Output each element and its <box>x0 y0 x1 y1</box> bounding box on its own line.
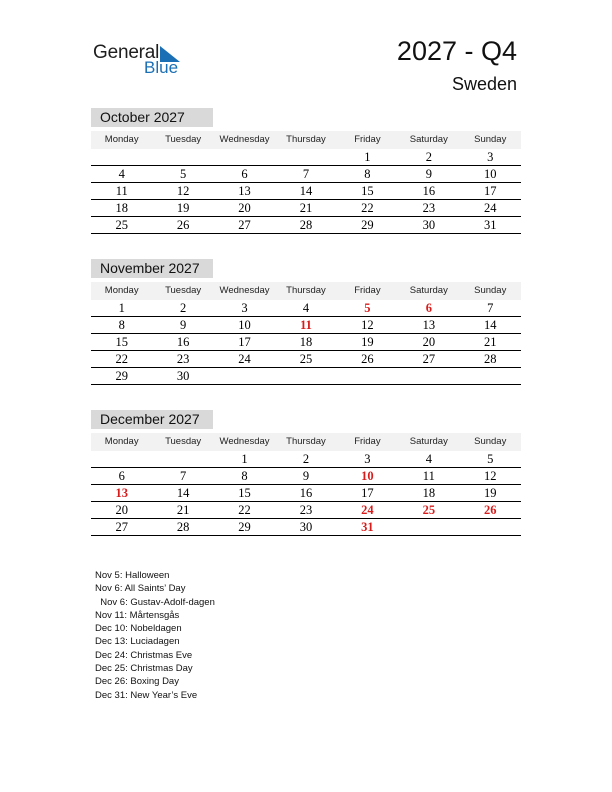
day-cell: 13 <box>422 318 436 332</box>
day-cell: 12 <box>483 469 497 483</box>
day-cell: 9 <box>302 469 310 483</box>
day-cell <box>91 451 152 467</box>
weekday-label: Wednesday <box>219 436 270 447</box>
holiday-note: Dec 31: New Year’s Eve <box>95 689 198 701</box>
day-cell: 23 <box>176 352 190 366</box>
day-cell: 7 <box>180 469 187 483</box>
weekday-header-row <box>91 282 521 300</box>
week-row <box>91 519 521 536</box>
week-row <box>91 200 521 217</box>
weekday-label: Tuesday <box>165 285 202 296</box>
day-cell: 21 <box>483 335 497 349</box>
day-cell: 1 <box>118 301 125 315</box>
week-row <box>91 166 521 183</box>
month-title: October 2027 <box>91 108 213 127</box>
day-cell: 1 <box>241 452 248 466</box>
weekday-label: Monday <box>104 285 139 296</box>
day-cell: 1 <box>364 150 371 164</box>
week-row <box>91 502 521 519</box>
day-cell: 17 <box>483 184 497 198</box>
logo-blue-text: Blue <box>144 58 179 77</box>
day-cell <box>275 149 336 165</box>
day-cell: 16 <box>176 335 190 349</box>
day-cell: 5 <box>487 452 494 466</box>
holiday-notes <box>95 569 215 702</box>
week-row <box>91 451 521 468</box>
day-cell: 26 <box>361 352 374 366</box>
day-cell: 19 <box>176 201 190 215</box>
day-cell: 21 <box>176 503 190 517</box>
day-cell <box>91 149 152 165</box>
day-cell: 30 <box>422 218 436 232</box>
week-row <box>91 300 521 317</box>
day-cell: 3 <box>487 150 494 164</box>
day-cell: 2 <box>180 301 187 315</box>
day-cell: 19 <box>361 335 374 349</box>
day-cell <box>398 519 459 535</box>
page-title: 2027 - Q4 <box>396 36 517 66</box>
day-cell: 30 <box>299 520 313 534</box>
holiday-note: Dec 26: Boxing Day <box>95 676 179 688</box>
day-cell: 16 <box>299 486 313 500</box>
day-cell: 11 <box>115 184 128 198</box>
day-cell: 25 <box>299 352 313 366</box>
day-cell: 8 <box>118 318 125 332</box>
day-cell: 6 <box>425 301 432 315</box>
day-cell <box>152 451 213 467</box>
weekday-label: Monday <box>104 134 139 145</box>
weekday-label: Saturday <box>409 134 448 145</box>
week-row <box>91 317 521 334</box>
day-cell: 4 <box>302 301 310 315</box>
day-cell: 15 <box>115 335 128 349</box>
holiday-note: Nov 6: All Saints’ Day <box>95 583 186 595</box>
day-cell: 20 <box>238 201 251 215</box>
day-cell: 6 <box>118 469 125 483</box>
day-cell: 19 <box>483 486 497 500</box>
week-row <box>91 149 521 166</box>
day-cell: 2 <box>425 150 432 164</box>
day-cell: 22 <box>115 352 128 366</box>
month-title: December 2027 <box>91 410 213 429</box>
week-row <box>91 368 521 385</box>
day-cell: 18 <box>299 335 313 349</box>
weekday-label: Thursday <box>286 134 326 145</box>
day-cell: 9 <box>180 318 187 332</box>
weekday-label: Friday <box>354 134 381 145</box>
day-cell: 12 <box>361 318 374 332</box>
day-cell: 18 <box>422 486 436 500</box>
day-cell: 5 <box>180 167 187 181</box>
weekday-label: Wednesday <box>219 285 270 296</box>
day-cell: 8 <box>241 469 248 483</box>
month-calendar <box>91 108 521 234</box>
day-cell: 10 <box>483 167 497 181</box>
day-cell: 28 <box>483 352 497 366</box>
logo-general-text: General <box>93 42 160 63</box>
day-cell: 29 <box>361 218 374 232</box>
day-cell: 11 <box>422 469 435 483</box>
day-cell: 17 <box>238 335 251 349</box>
day-cell: 22 <box>238 503 251 517</box>
day-cell: 24 <box>238 352 251 366</box>
day-cell: 4 <box>425 452 432 466</box>
weekday-label: Wednesday <box>219 134 270 145</box>
day-cell <box>460 519 521 535</box>
day-cell <box>460 368 521 384</box>
day-cell: 27 <box>422 352 436 366</box>
holiday-note: Dec 25: Christmas Day <box>95 663 193 675</box>
day-cell: 31 <box>361 520 374 534</box>
day-cell <box>398 368 459 384</box>
day-cell: 11 <box>300 318 312 332</box>
day-cell: 2 <box>302 452 310 466</box>
day-cell: 15 <box>361 184 374 198</box>
day-cell: 7 <box>302 167 310 181</box>
country-name: Sweden <box>451 74 517 94</box>
day-cell: 21 <box>299 201 313 215</box>
day-cell: 12 <box>176 184 190 198</box>
weekday-label: Tuesday <box>165 134 202 145</box>
week-row <box>91 217 521 234</box>
week-row <box>91 334 521 351</box>
day-cell: 13 <box>238 184 251 198</box>
weekday-label: Saturday <box>409 285 448 296</box>
day-cell <box>214 149 275 165</box>
weekday-label: Tuesday <box>165 436 202 447</box>
day-cell: 16 <box>422 184 436 198</box>
day-cell: 3 <box>241 301 248 315</box>
day-cell: 8 <box>364 167 371 181</box>
day-cell: 14 <box>176 486 190 500</box>
day-cell: 6 <box>241 167 248 181</box>
weekday-label: Friday <box>354 436 381 447</box>
week-row <box>91 183 521 200</box>
day-cell: 29 <box>238 520 251 534</box>
week-row <box>91 351 521 368</box>
day-cell: 14 <box>299 184 313 198</box>
day-cell: 31 <box>483 218 497 232</box>
day-cell: 28 <box>176 520 190 534</box>
day-cell: 20 <box>115 503 128 517</box>
day-cell: 4 <box>118 167 125 181</box>
month-calendar <box>91 410 521 536</box>
logo <box>93 40 193 80</box>
week-row <box>91 485 521 502</box>
day-cell: 9 <box>425 167 432 181</box>
day-cell: 3 <box>364 452 371 466</box>
day-cell: 15 <box>238 486 251 500</box>
weekday-label: Saturday <box>409 436 448 447</box>
day-cell: 24 <box>483 201 497 215</box>
day-cell: 10 <box>361 469 374 483</box>
holiday-note: Dec 13: Luciadagen <box>95 636 180 648</box>
day-cell: 14 <box>483 318 497 332</box>
day-cell <box>275 368 336 384</box>
day-cell: 13 <box>115 486 128 500</box>
month-title: November 2027 <box>91 259 213 278</box>
weekday-label: Monday <box>104 436 139 447</box>
weekday-header-row <box>91 131 521 149</box>
day-cell: 18 <box>115 201 128 215</box>
day-cell: 20 <box>422 335 436 349</box>
month-calendar <box>91 259 521 385</box>
day-cell: 27 <box>238 218 251 232</box>
day-cell <box>214 368 275 384</box>
week-row <box>91 468 521 485</box>
day-cell: 29 <box>115 369 128 383</box>
day-cell <box>152 149 213 165</box>
weekday-label: Sunday <box>474 134 507 145</box>
day-cell: 23 <box>422 201 436 215</box>
day-cell: 25 <box>422 503 436 517</box>
day-cell: 17 <box>361 486 374 500</box>
day-cell: 23 <box>299 503 313 517</box>
holiday-note: Dec 10: Nobeldagen <box>95 623 182 635</box>
day-cell: 5 <box>364 301 371 315</box>
weekday-header-row <box>91 433 521 451</box>
day-cell: 27 <box>115 520 128 534</box>
weekday-label: Thursday <box>286 285 326 296</box>
weekday-label: Sunday <box>474 285 507 296</box>
weekday-label: Sunday <box>474 436 507 447</box>
weekday-label: Thursday <box>286 436 326 447</box>
day-cell: 28 <box>299 218 313 232</box>
day-cell: 25 <box>115 218 128 232</box>
day-cell: 24 <box>361 503 374 517</box>
holiday-note: Nov 6: Gustav-Adolf-dagen <box>95 596 215 608</box>
day-cell: 10 <box>238 318 251 332</box>
holiday-note: Dec 24: Christmas Eve <box>95 649 193 661</box>
day-cell: 26 <box>176 218 190 232</box>
weekday-label: Friday <box>354 285 381 296</box>
holiday-note: Nov 5: Halloween <box>95 570 170 581</box>
day-cell: 26 <box>483 503 497 517</box>
day-cell <box>337 368 398 384</box>
day-cell: 22 <box>361 201 374 215</box>
day-cell: 30 <box>176 369 190 383</box>
day-cell: 7 <box>487 301 494 315</box>
holiday-note: Nov 11: Mårtensgås <box>95 609 180 621</box>
